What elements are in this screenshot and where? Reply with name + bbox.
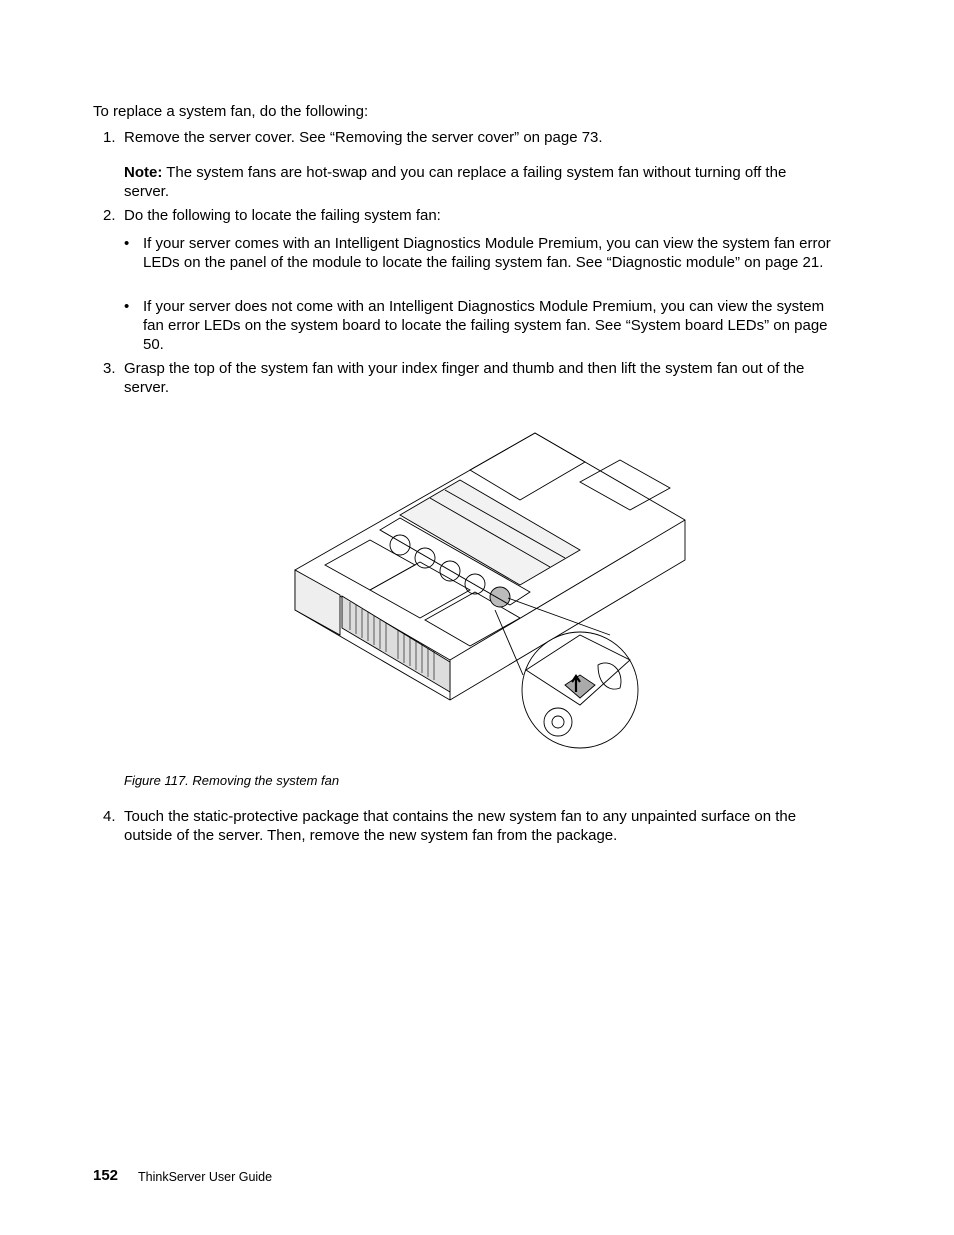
step-2-text: Do the following to locate the failing system fan:	[124, 207, 441, 224]
figure-caption: Figure 117. Removing the system fan	[124, 773, 340, 788]
step-4-text: Touch the static-protective package that contains the new system fan to any unpainted surface on the outside of the server. Then, remove the new system fan from the package.	[124, 808, 797, 844]
step-2-number: 2.	[103, 207, 116, 224]
step-1-number: 1.	[103, 129, 116, 146]
intro-text: To replace a system fan, do the following:	[93, 103, 369, 120]
step-4-number: 4.	[103, 808, 116, 825]
note-text: The system fans are hot-swap and you can replace a failing system fan without turning off the server.	[124, 164, 787, 200]
note-label: Note:	[124, 164, 163, 181]
bullet-1-mark: •	[124, 235, 130, 252]
note-paragraph	[124, 163, 814, 201]
document-title: ThinkServer User Guide	[138, 1170, 273, 1184]
step-3-text: Grasp the top of the system fan with your index finger and thumb and then lift the system fan out of the server.	[124, 360, 805, 396]
page-number: 152	[93, 1167, 119, 1184]
bullet-2-text: If your server does not come with an Intelligent Diagnostics Module Premium, you can view the system fan error LEDs on the system board to locate the failing system fan. See “System board LEDs” on page 50.	[143, 298, 828, 353]
step-1-text: Remove the server cover. See “Removing the server cover” on page 73.	[124, 129, 603, 146]
bullet-1-text: If your server comes with an Intelligent Diagnostics Module Premium, you can view the system fan error LEDs on the panel of the module to locate the failing system fan. See “Diagnostic module” on page 21.	[143, 235, 831, 271]
step-3-number: 3.	[103, 360, 116, 377]
bullet-2-mark: •	[124, 298, 130, 315]
server-fan-removal-illustration	[280, 430, 690, 750]
